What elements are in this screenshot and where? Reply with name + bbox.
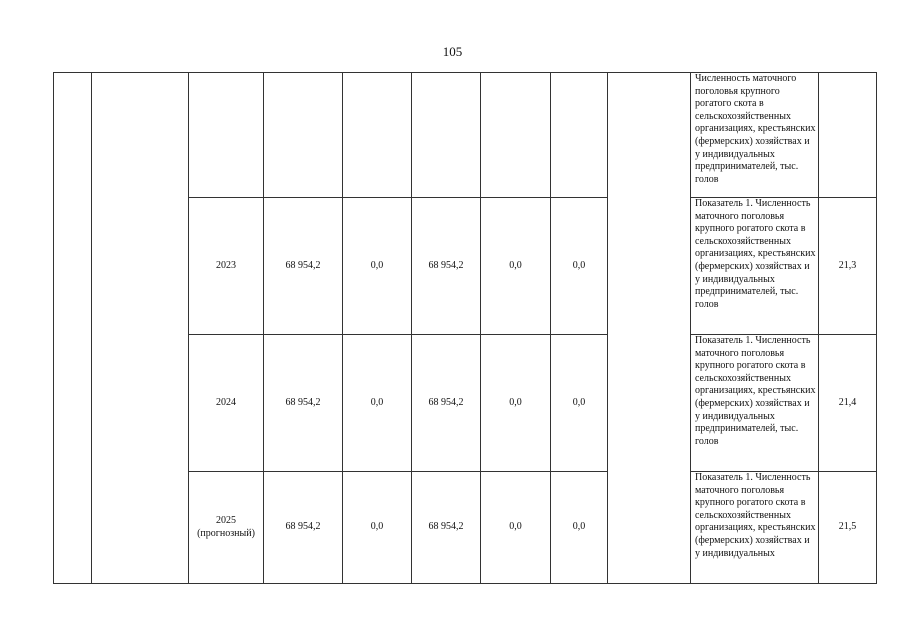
indicator-value-cell: 21,3 bbox=[819, 198, 877, 335]
total-cell bbox=[264, 73, 343, 198]
funding-cell bbox=[343, 73, 412, 198]
funding-cell: 0,0 bbox=[343, 472, 412, 584]
table-row bbox=[54, 73, 877, 198]
indicator-value-cell bbox=[819, 73, 877, 198]
funding-cell: 68 954,2 bbox=[412, 335, 481, 472]
year-label: 2023 bbox=[216, 259, 236, 271]
year-label: 2024 bbox=[216, 396, 236, 408]
funding-cell bbox=[412, 73, 481, 198]
funding-cell: 68 954,2 bbox=[412, 472, 481, 584]
funding-cell: 0,0 bbox=[481, 472, 551, 584]
indicator-value-cell: 21,4 bbox=[819, 335, 877, 472]
program-table bbox=[53, 72, 877, 584]
funding-cell bbox=[481, 73, 551, 198]
year-cell bbox=[189, 335, 264, 472]
funding-cell: 0,0 bbox=[343, 335, 412, 472]
executor-cell bbox=[608, 73, 691, 584]
indicator-value-cell: 21,5 bbox=[819, 472, 877, 584]
number-cell bbox=[54, 73, 92, 584]
year-label: 2025 bbox=[216, 514, 236, 526]
page-number: 105 bbox=[442, 44, 463, 59]
year-cell bbox=[189, 472, 264, 584]
year-cell bbox=[189, 198, 264, 335]
indicator-cell: Численность маточного поголовья крупного рогатого скота в сельскохозяйственных организациях, крестьянских (фермерских) хозяйствах и у индивидуальных предпринимателей, тыс. голов bbox=[691, 73, 819, 198]
funding-cell: 0,0 bbox=[481, 198, 551, 335]
year-note: (прогнозный) bbox=[197, 527, 255, 539]
funding-cell: 0,0 bbox=[343, 198, 412, 335]
indicator-cell: Показатель 1. Численность маточного поголовья крупного рогатого скота в сельскохозяйственных организациях, крестьянских (фермерских) хозяйствах и у индивидуальных предпринимателей, тыс. голов bbox=[691, 198, 819, 335]
event-name-cell bbox=[92, 73, 189, 584]
year-cell bbox=[189, 73, 264, 198]
funding-cell bbox=[551, 73, 608, 198]
funding-cell: 0,0 bbox=[551, 472, 608, 584]
funding-cell: 0,0 bbox=[551, 198, 608, 335]
total-cell: 68 954,2 bbox=[264, 198, 343, 335]
funding-cell: 68 954,2 bbox=[412, 198, 481, 335]
indicator-cell: Показатель 1. Численность маточного поголовья крупного рогатого скота в сельскохозяйственных организациях, крестьянских (фермерских) хозяйствах и у индивидуальных bbox=[691, 472, 819, 584]
total-cell: 68 954,2 bbox=[264, 472, 343, 584]
indicator-cell: Показатель 1. Численность маточного поголовья крупного рогатого скота в сельскохозяйственных организациях, крестьянских (фермерских) хозяйствах и у индивидуальных предпринимателей, тыс. голов bbox=[691, 335, 819, 472]
total-cell: 68 954,2 bbox=[264, 335, 343, 472]
funding-cell: 0,0 bbox=[551, 335, 608, 472]
funding-cell: 0,0 bbox=[481, 335, 551, 472]
